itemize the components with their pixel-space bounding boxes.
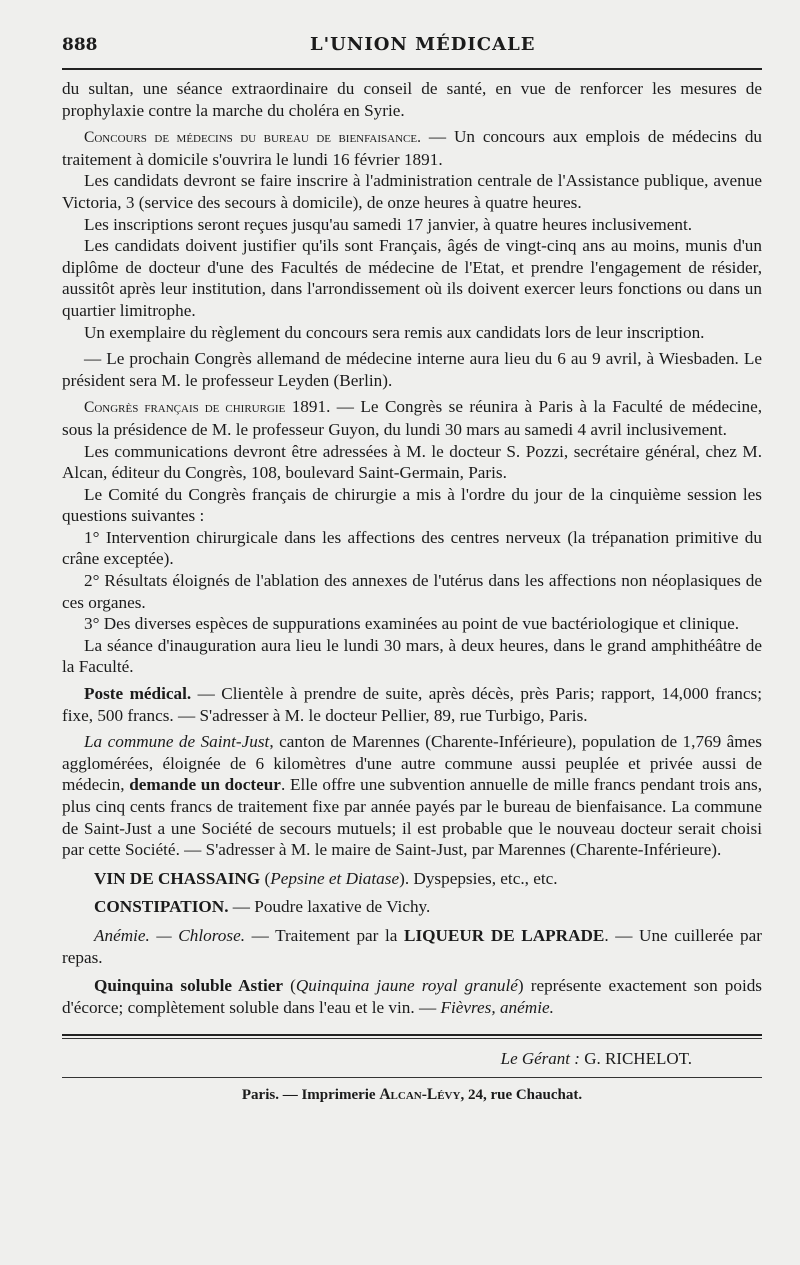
list-item-question-2: 2° Résultats éloignés de l'ablation des annexes de l'utérus dans les affections non néoplasiques de ces organes. <box>62 571 762 612</box>
paragraph-communications: Les communications devront être adressées à M. le docteur S. Pozzi, secrétaire général, chez M. Alcan, éditeur du Congrès, 108, boulevard Saint-Germain, Paris. <box>62 441 762 483</box>
article-body <box>62 78 762 1018</box>
advert-quinquina: Quinquina soluble Astier (Quinquina jaune royal granulé) représente exactement son poids d'écorce; complètement soluble dans l'eau et le vin. — Fièvres, anémie. <box>62 976 762 1017</box>
paragraph-poste-medical: Poste médical. — Clientèle à prendre de suite, après décès, près Paris; rapport, 14,000 francs; fixe, 500 francs. — S'adresser à M. le docteur Pellier, 89, rue Turbigo, Paris. <box>62 684 762 725</box>
list-item-question-1: 1° Intervention chirurgicale dans les affections des centres nerveux (la trépanation primitive du crâne exceptée). <box>62 527 762 569</box>
header-rule <box>62 68 762 70</box>
paragraph-comite: Le Comité du Congrès français de chirurgie a mis à l'ordre du jour de la cinquième session les questions suivantes : <box>62 484 762 526</box>
page-header <box>62 34 762 68</box>
printer-imprint: Paris. — Imprimerie Alcan-Lévy, 24, rue Chauchat. <box>241 1086 583 1104</box>
paragraph-inscription: Les candidats devront se faire inscrire à l'administration centrale de l'Assistance publique, avenue Victoria, 3 (service des secours à domicile), de onze heures à quatre heures. <box>62 171 762 212</box>
running-title: L'UNION MÉDICALE <box>310 34 536 55</box>
page-number: 888 <box>62 35 98 55</box>
advert-laprade: Anémie. — Chlorose. — Traitement par la LIQUEUR DE LAPRADE. — Une cuillerée par repas. <box>62 925 762 967</box>
paragraph-saint-just: La commune de Saint-Just, canton de Marennes (Charente-Inférieure), population de 1,769 âmes agglomérées, éloignée de 6 kilomètres d'une autre commune aussi peuplée et privée aussi de médecin, demande un docteur. Elle offre une subvention annuelle de mille francs pendant trois ans, plus cinq cents francs de traitement fixe par année payés par le bureau de bienfaisance. La commune de Saint-Just a une Société de secours mutuels; il est probable que le nouveau docteur serait choisi par cette Société. — S'adresser à M. le maire de Saint-Just, par Marennes (Charente-Inférieure). <box>62 732 762 860</box>
list-item-question-3: 3° Des diverses espèces de suppurations examinées au point de vue bactériologique et clinique. <box>84 614 740 634</box>
paragraph-reglement: Un exemplaire du règlement du concours sera remis aux candidats lors de leur inscription. <box>84 322 705 342</box>
paragraph-dates: Les inscriptions seront reçues jusqu'au samedi 17 janvier, à quatre heures inclusivement. <box>84 214 693 234</box>
section-heading-congres: Congrès français de chirurgie <box>84 399 286 417</box>
section-heading-poste: Poste médical. <box>84 684 192 704</box>
advert-chassaing: VIN DE CHASSAING (Pepsine et Diatase). Dyspepsies, etc., etc. <box>94 868 558 888</box>
paragraph-seance: La séance d'inauguration aura lieu le lundi 30 mars, à deux heures, dans le grand amphithéâtre de la Faculté. <box>62 635 762 677</box>
paragraph-congres-chirurgie: Congrès français de chirurgie 1891. — Le Congrès se réunira à Paris à la Faculté de médecine, sous la présidence de M. le professeur Guyon, du lundi 30 mars au samedi 4 avril inclusivement. <box>62 397 762 439</box>
footer-rule-thin <box>62 1038 762 1039</box>
paragraph-cholera: du sultan, une séance extraordinaire du conseil de santé, en vue de renforcer les mesures de prophylaxie contre la marche du choléra en Syrie. <box>62 79 762 120</box>
footer-rule <box>62 1034 762 1036</box>
advert-constipation: CONSTIPATION. — Poudre laxative de Vichy. <box>94 897 431 917</box>
imprint-rule <box>62 1077 762 1078</box>
paragraph-congres-allemand: — Le prochain Congrès allemand de médecine interne aura lieu du 6 au 9 avril, à Wiesbaden. Le président sera M. le professeur Leyden (Berlin). <box>62 349 762 390</box>
paragraph-conditions: Les candidats doivent justifier qu'ils sont Français, âgés de vingt-cinq ans au moins, munis d'un diplôme de docteur d'une des Facultés de médecine de l'Etat, et prendre l'engagement de résider, aussitôt après leur institution, dans l'arrondissement où ils doivent exercer leurs fonctions ou dans un quartier limitrophe. <box>62 236 762 320</box>
section-heading-concours: Concours de médecins du bureau de bienfaisance. <box>84 129 421 147</box>
gerant-signature: Le Gérant : G. RICHELOT. <box>500 1049 692 1069</box>
paragraph-concours: Concours de médecins du bureau de bienfaisance. — Un concours aux emplois de médecins du traitement à domicile s'ouvrira le lundi 16 février 1891. <box>62 127 763 169</box>
